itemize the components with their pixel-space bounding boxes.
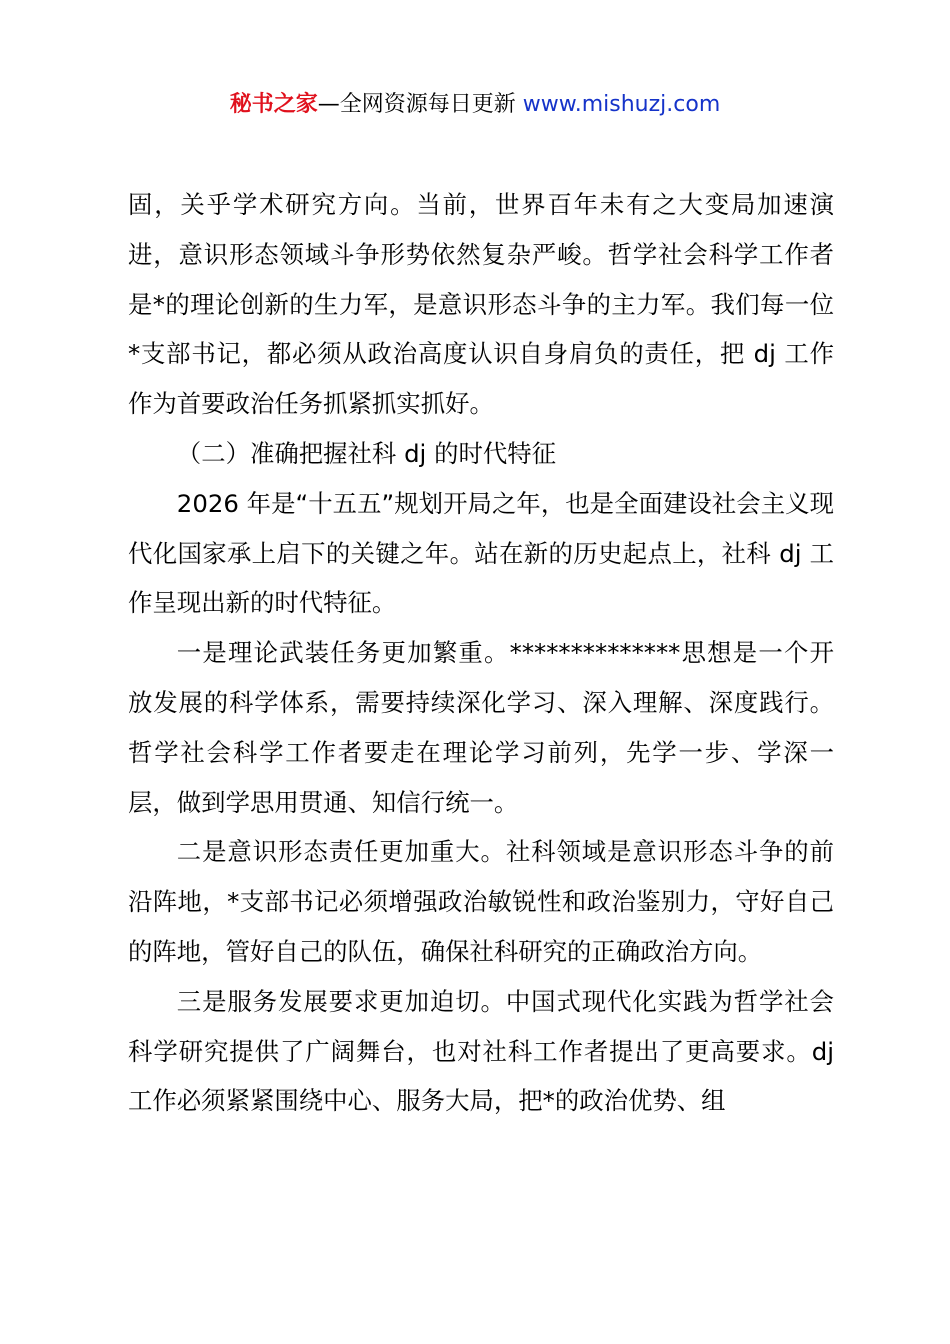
brand-name: 秘书之家 [229, 92, 318, 117]
section-heading: （二）准确把握社科 dj 的时代特征 [176, 438, 557, 468]
header-tagline: —全网资源每日更新 [317, 92, 523, 117]
paragraph: 2026 年是“十五五”规划开局之年，也是全面建设社会主义现代化国家承上启下的关键之年。站在新的历史起点上，社科 dj 工作呈现出新的时代特征。 [128, 488, 834, 618]
page-header [0, 88, 950, 122]
paragraph-continuation: 固，关乎学术研究方向。当前，世界百年未有之大变局加速演进，意识形态领域斗争形势依然复杂严峻。哲学社会科学工作者是*的理论创新的生力军，是意识形态斗争的主力军。我们每一位*支部书记，都必须从政治高度认识自身肩负的责任，把 dj 工作作为首要政治任务抓紧抓实抓好。 [128, 190, 834, 419]
paragraph: 一是理论武装任务更加繁重。**************思想是一个开放发展的科学体系，需要持续深化学习、深入理解、深度践行。哲学社会科学工作者要走在理论学习前列，先学一步、学深一层，做到学思用贯通、知信行统一。 [128, 638, 834, 817]
site-url-link[interactable]: www.mishuzj.com [522, 92, 721, 117]
paragraph: 二是意识形态责任更加重大。社科领域是意识形态斗争的前沿阵地，*支部书记必须增强政治敏锐性和政治鉴别力，守好自己的阵地，管好自己的队伍，确保社科研究的正确政治方向。 [128, 837, 834, 966]
paragraph: 三是服务发展要求更加迫切。中国式现代化实践为哲学社会科学研究提供了广阔舞台，也对社科工作者提出了更高要求。dj 工作必须紧紧围绕中心、服务大局，把*的政治优势、组 [128, 986, 834, 1116]
document-body [128, 180, 834, 1126]
